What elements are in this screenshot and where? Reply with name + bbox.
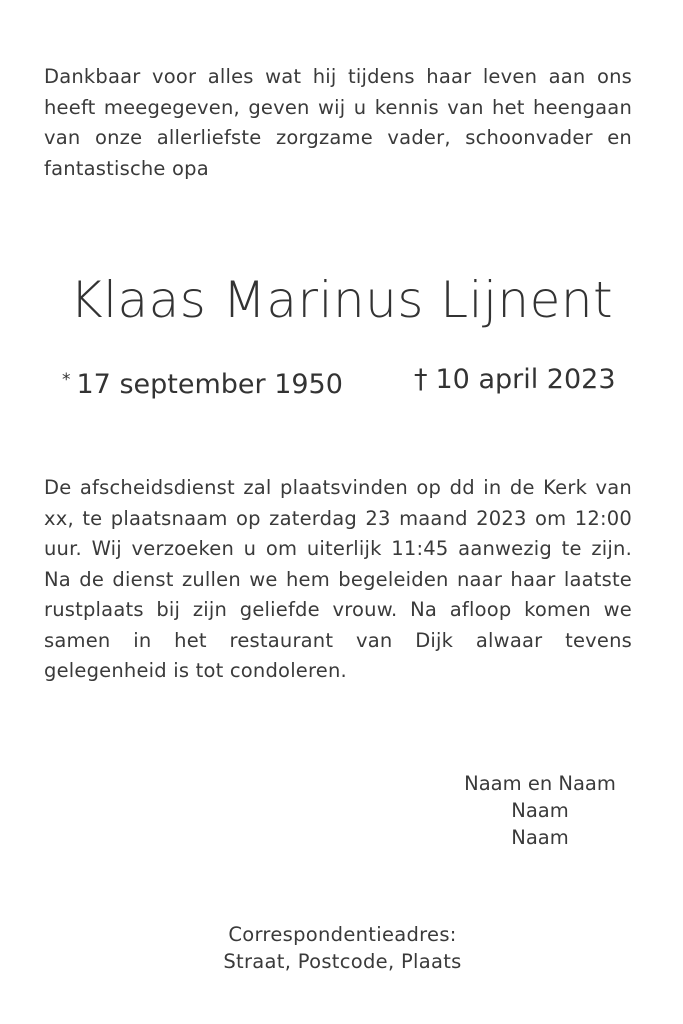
correspondence-label: Correspondentieadres:	[228, 923, 457, 946]
death-date: 10 april 2023	[435, 364, 616, 395]
death-date-line	[414, 362, 616, 398]
signature-line: Naam en Naam	[464, 772, 616, 795]
birth-star-icon: *	[62, 370, 71, 390]
deceased-name: Klaas Marinus Lijnent	[69, 271, 614, 329]
signature-line: Naam	[511, 799, 569, 822]
correspondence-block	[0, 921, 683, 975]
service-text: De afscheidsdienst zal plaatsvinden op dd in de Kerk van xx, te plaatsnaam op zaterdag 23 maand 2023 om 12:00 uur. Wij verzoeken u om uiterlijk 11:45 aanwezig te zijn. Na de dienst zullen we hem begeleiden naar haar laatste rustplaats bij zijn geliefde vrouw. Na afloop komen we samen in het restaurant van Dijk alwaar tevens gelegenheid is tot condoleren.	[44, 476, 632, 682]
death-cross-icon: †	[414, 364, 428, 395]
signatures	[440, 770, 640, 851]
correspondence-address: Straat, Postcode, Plaats	[223, 950, 462, 973]
intro-text: Dankbaar voor alles wat hij tijdens haar leven aan ons heeft meegegeven, geven wij u kennis van het heengaan van onze allerliefste zorgzame vader, schoonvader en fantastische opa	[44, 65, 632, 180]
signature-line: Naam	[511, 826, 569, 849]
birth-date: 17 september 1950	[76, 369, 343, 400]
birth-date-line	[62, 362, 343, 403]
